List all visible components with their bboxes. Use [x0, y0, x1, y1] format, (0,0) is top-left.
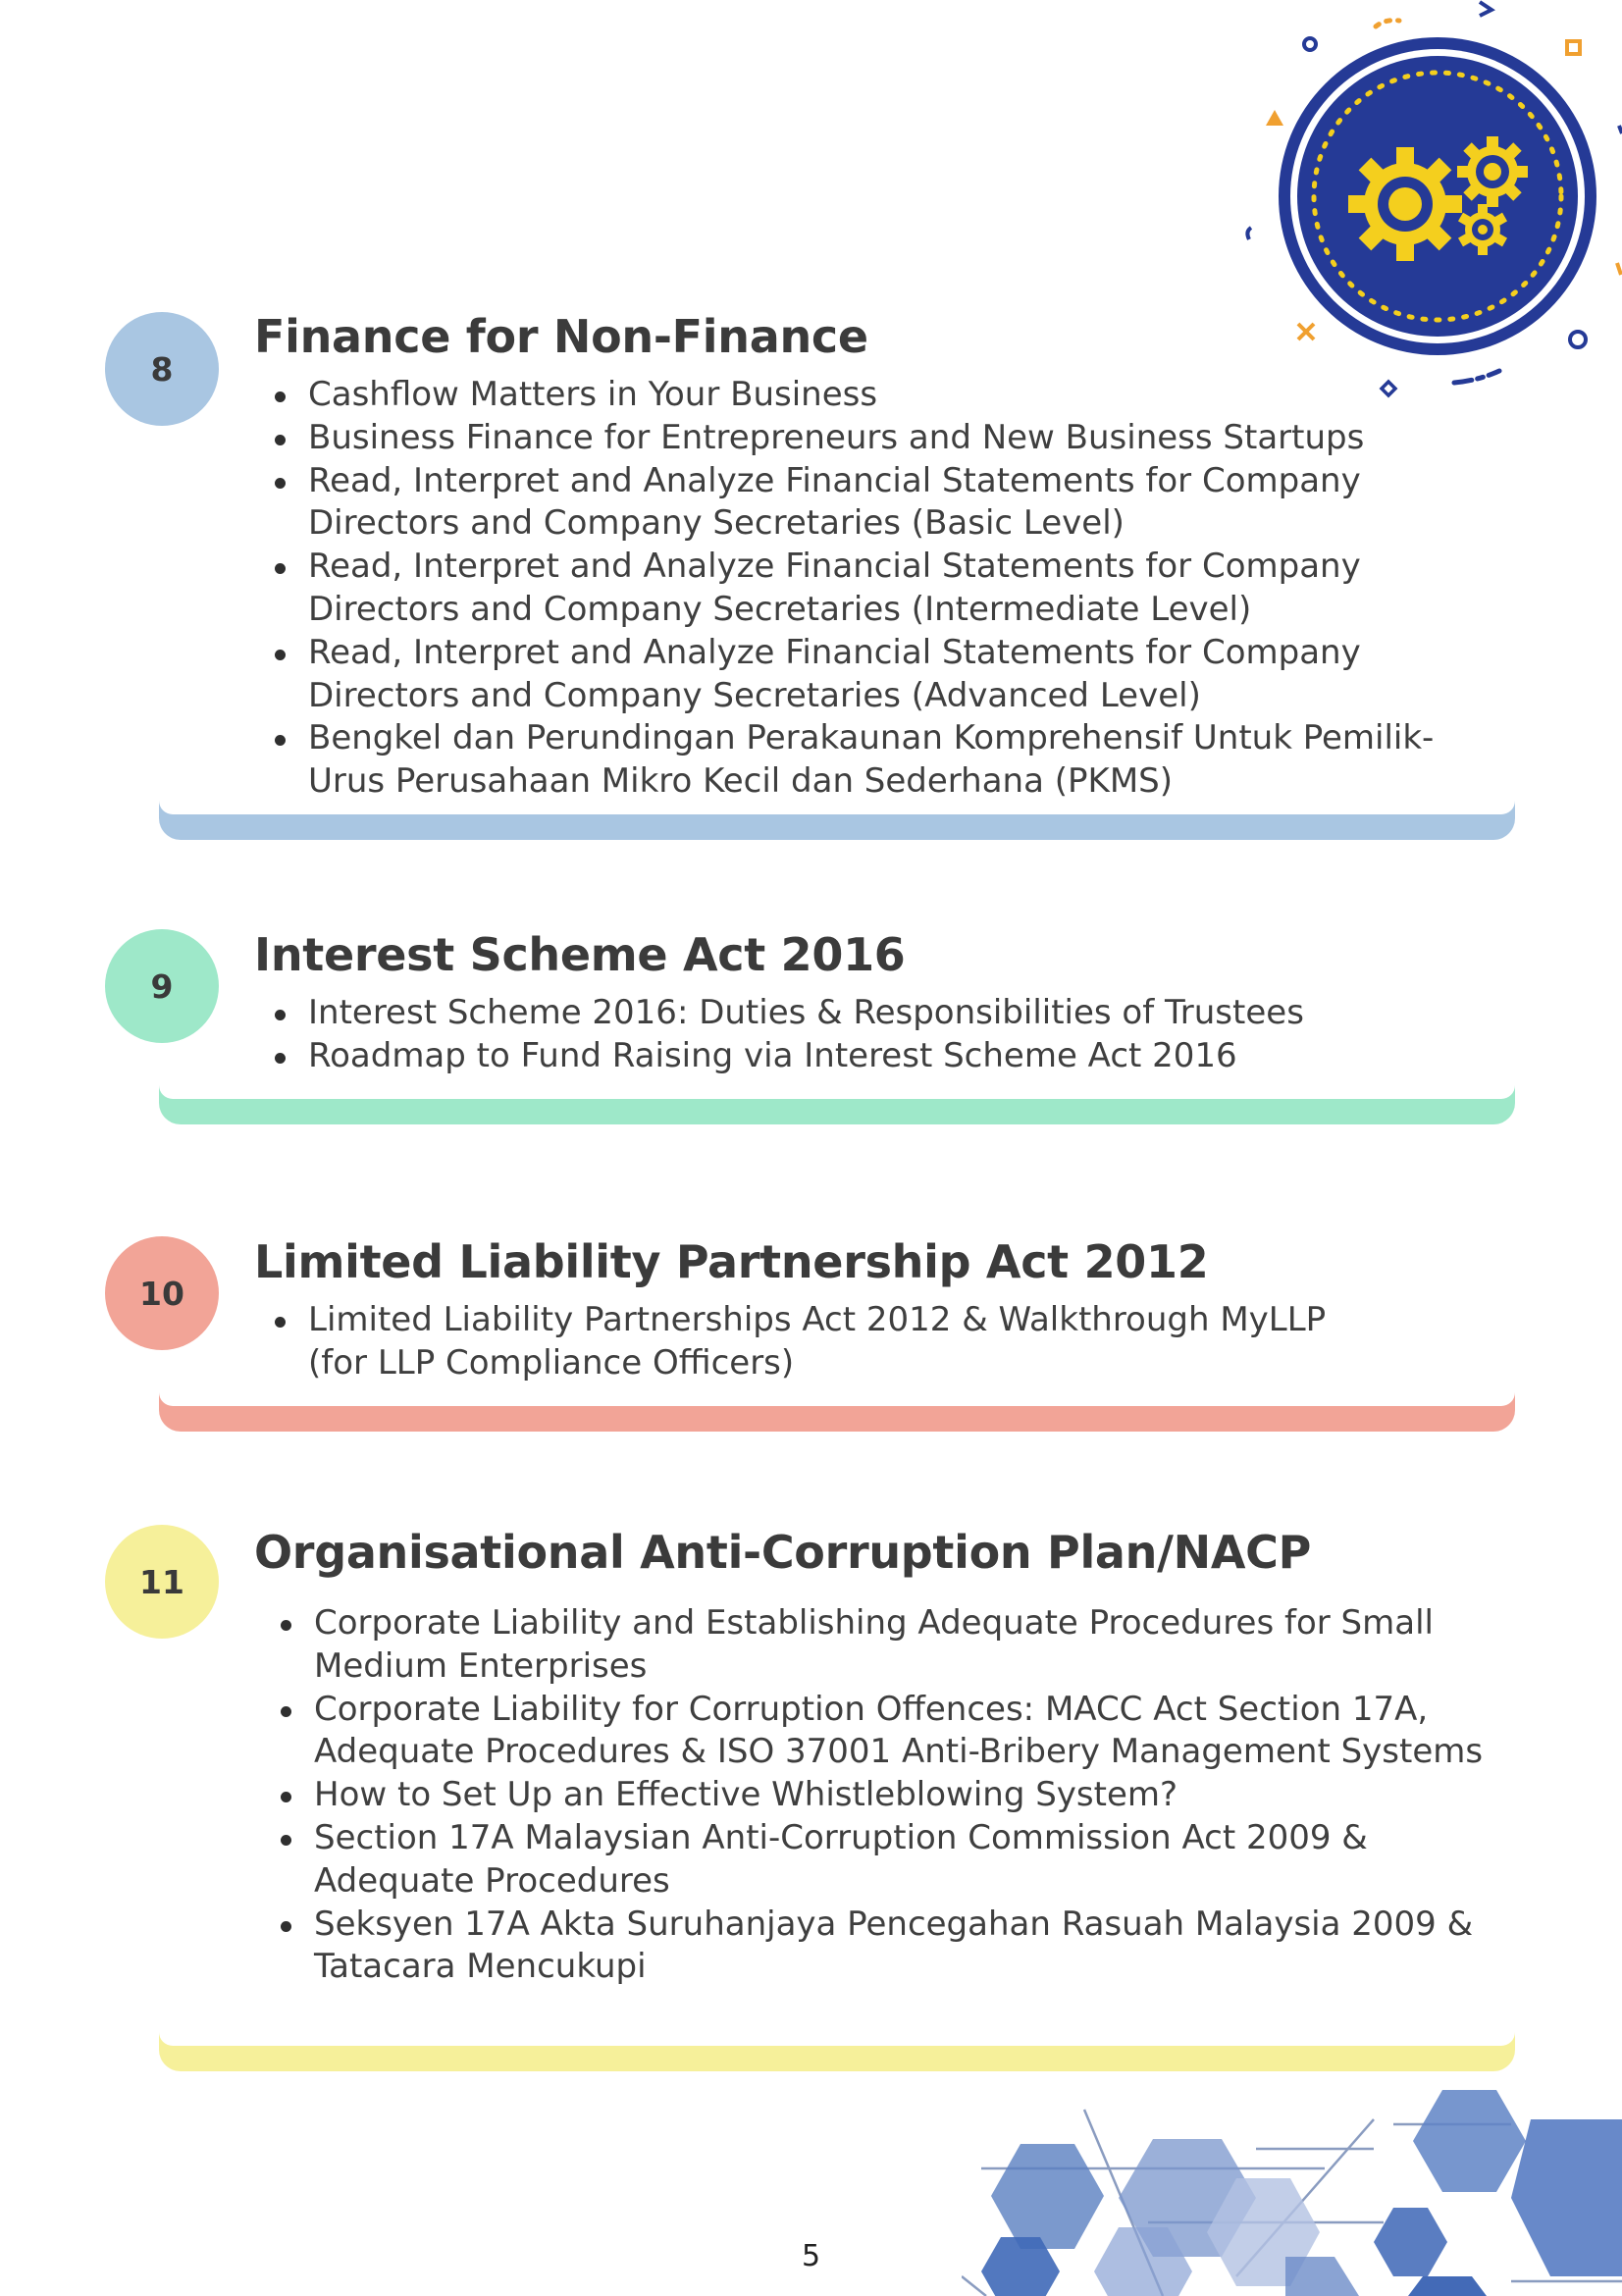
list-item: Cashflow Matters in Your Business — [275, 374, 1501, 417]
list-item: Read, Interpret and Analyze Financial Statements for Company Directors and Company Secretaries (Advanced Level) — [275, 632, 1501, 718]
list-item: Interest Scheme 2016: Duties & Responsibilities of Trustees — [275, 992, 1501, 1035]
list-item: Seksyen 17A Akta Suruhanjaya Pencegahan Rasuah Malaysia 2009 & Tatacara Mencukupi — [281, 1904, 1501, 1990]
section-number-badge: 10 — [105, 1236, 219, 1350]
section-divider — [159, 801, 1515, 840]
section-divider — [159, 1392, 1515, 1432]
list-item: Corporate Liability for Corruption Offences: MACC Act Section 17A, Adequate Procedures & ISO 37001 Anti-Bribery Management Systems — [281, 1689, 1501, 1775]
list-item: Business Finance for Entrepreneurs and New Business Startups — [275, 417, 1501, 460]
section-item-list — [281, 1602, 1501, 1989]
page-number: 5 — [801, 2239, 821, 2273]
list-item: Limited Liability Partnerships Act 2012 & Walkthrough MyLLP (for LLP Compliance Officers) — [275, 1299, 1393, 1385]
section-title: Interest Scheme Act 2016 — [254, 928, 906, 981]
section-item-list — [275, 374, 1501, 804]
section-number-badge: 11 — [105, 1525, 219, 1639]
gears-emblem-icon — [1236, 0, 1622, 402]
section-divider — [159, 1085, 1515, 1124]
list-item: Roadmap to Fund Raising via Interest Scheme Act 2016 — [275, 1035, 1501, 1078]
section-number-badge: 9 — [105, 929, 219, 1043]
list-item: Section 17A Malaysian Anti-Corruption Commission Act 2009 & Adequate Procedures — [281, 1817, 1501, 1904]
list-item: How to Set Up an Effective Whistleblowing System? — [281, 1774, 1501, 1817]
section-number-badge: 8 — [105, 312, 219, 426]
list-item: Corporate Liability and Establishing Adequate Procedures for Small Medium Enterprises — [281, 1602, 1501, 1689]
list-item: Read, Interpret and Analyze Financial Statements for Company Directors and Company Secretaries (Intermediate Level) — [275, 546, 1501, 632]
section-item-list — [275, 1299, 1393, 1385]
section-divider — [159, 2032, 1515, 2071]
section-title: Limited Liability Partnership Act 2012 — [254, 1235, 1209, 1288]
list-item: Bengkel dan Perundingan Perakaunan Komprehensif Untuk Pemilik-Urus Perusahaan Mikro Kecil dan Sederhana (PKMS) — [275, 717, 1501, 804]
list-item: Read, Interpret and Analyze Financial Statements for Company Directors and Company Secretaries (Basic Level) — [275, 460, 1501, 547]
section-title: Organisational Anti-Corruption Plan/NACP — [254, 1526, 1311, 1579]
section-title: Finance for Non-Finance — [254, 310, 868, 363]
section-item-list — [275, 992, 1501, 1078]
